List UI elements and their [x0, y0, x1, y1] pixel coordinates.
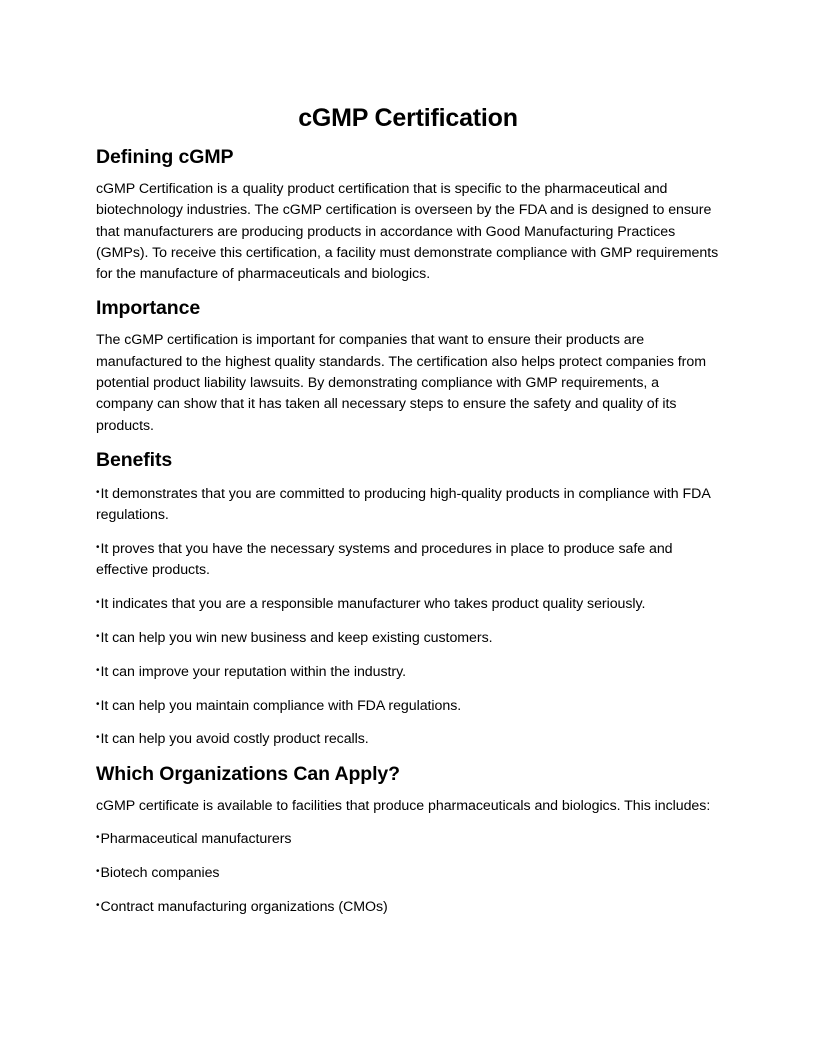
list-item-text: It can help you win new business and keep existing customers. — [100, 629, 493, 646]
list-item-text: Biotech companies — [100, 865, 220, 882]
section-importance — [96, 295, 720, 436]
section-defining — [96, 144, 720, 285]
benefits-list — [96, 482, 720, 751]
list-item — [96, 537, 720, 582]
section-heading-importance: Importance — [96, 297, 201, 320]
list-item-text: It indicates that you are a responsible manufacturer who takes product quality seriously. — [100, 596, 646, 613]
bullet-icon: • — [96, 832, 100, 844]
bullet-icon: • — [96, 732, 100, 744]
bullet-icon: • — [96, 664, 100, 676]
list-item — [96, 694, 720, 717]
list-item-text: It can help you maintain compliance with FDA regulations. — [100, 697, 462, 714]
organizations-list — [96, 827, 720, 918]
list-item — [96, 895, 720, 918]
list-item — [96, 592, 720, 615]
document-page — [96, 102, 720, 929]
section-benefits — [96, 447, 720, 751]
list-item-text: Pharmaceutical manufacturers — [100, 831, 292, 848]
list-item — [96, 727, 720, 750]
bullet-icon: • — [96, 630, 100, 642]
paragraph-importance: The cGMP certification is important for companies that want to ensure their products are manufactured to the highest quality standards. The certification also helps protect companies from potential product liability lawsuits. By demonstrating compliance with GMP requirements, a company can show that it has taken all necessary steps to ensure the safety and quality of its products. — [96, 332, 706, 434]
bullet-icon: • — [96, 900, 100, 912]
list-item-text: It proves that you have the necessary systems and procedures in place to produce safe and effective products. — [96, 541, 673, 579]
bullet-icon: • — [96, 698, 100, 710]
bullet-icon: • — [96, 542, 100, 554]
paragraph-defining: cGMP Certification is a quality product certification that is specific to the pharmaceutical and biotechnology industries. The cGMP certification is overseen by the FDA and is designed to ensure that manufacturers are producing products in accordance with Good Manufacturing Practices (GMPs). To receive this certification, a facility must demonstrate compliance with GMP requirements for the manufacture of pharmaceuticals and biologics. — [96, 181, 719, 283]
bullet-icon: • — [96, 597, 100, 609]
bullet-icon: • — [96, 486, 100, 498]
list-item-text: It can help you avoid costly product recalls. — [100, 731, 369, 748]
list-item — [96, 626, 720, 649]
list-item — [96, 861, 720, 884]
list-item — [96, 482, 720, 527]
page-title: cGMP Certification — [298, 104, 518, 132]
paragraph-who-can-apply: cGMP certificate is available to facilities that produce pharmaceuticals and biologics. This includes: — [96, 798, 711, 815]
section-heading-defining: Defining cGMP — [96, 146, 234, 168]
list-item-text: Contract manufacturing organizations (CMOs) — [100, 899, 388, 916]
section-heading-benefits: Benefits — [96, 448, 173, 471]
bullet-icon: • — [96, 866, 100, 878]
list-item — [96, 660, 720, 683]
section-heading-who-can-apply: Which Organizations Can Apply? — [96, 763, 400, 786]
section-who-can-apply — [96, 761, 720, 918]
list-item-text: It demonstrates that you are committed to producing high-quality products in compliance with FDA regulations. — [96, 485, 710, 524]
list-item-text: It can improve your reputation within the industry. — [100, 663, 406, 680]
list-item — [96, 827, 720, 850]
